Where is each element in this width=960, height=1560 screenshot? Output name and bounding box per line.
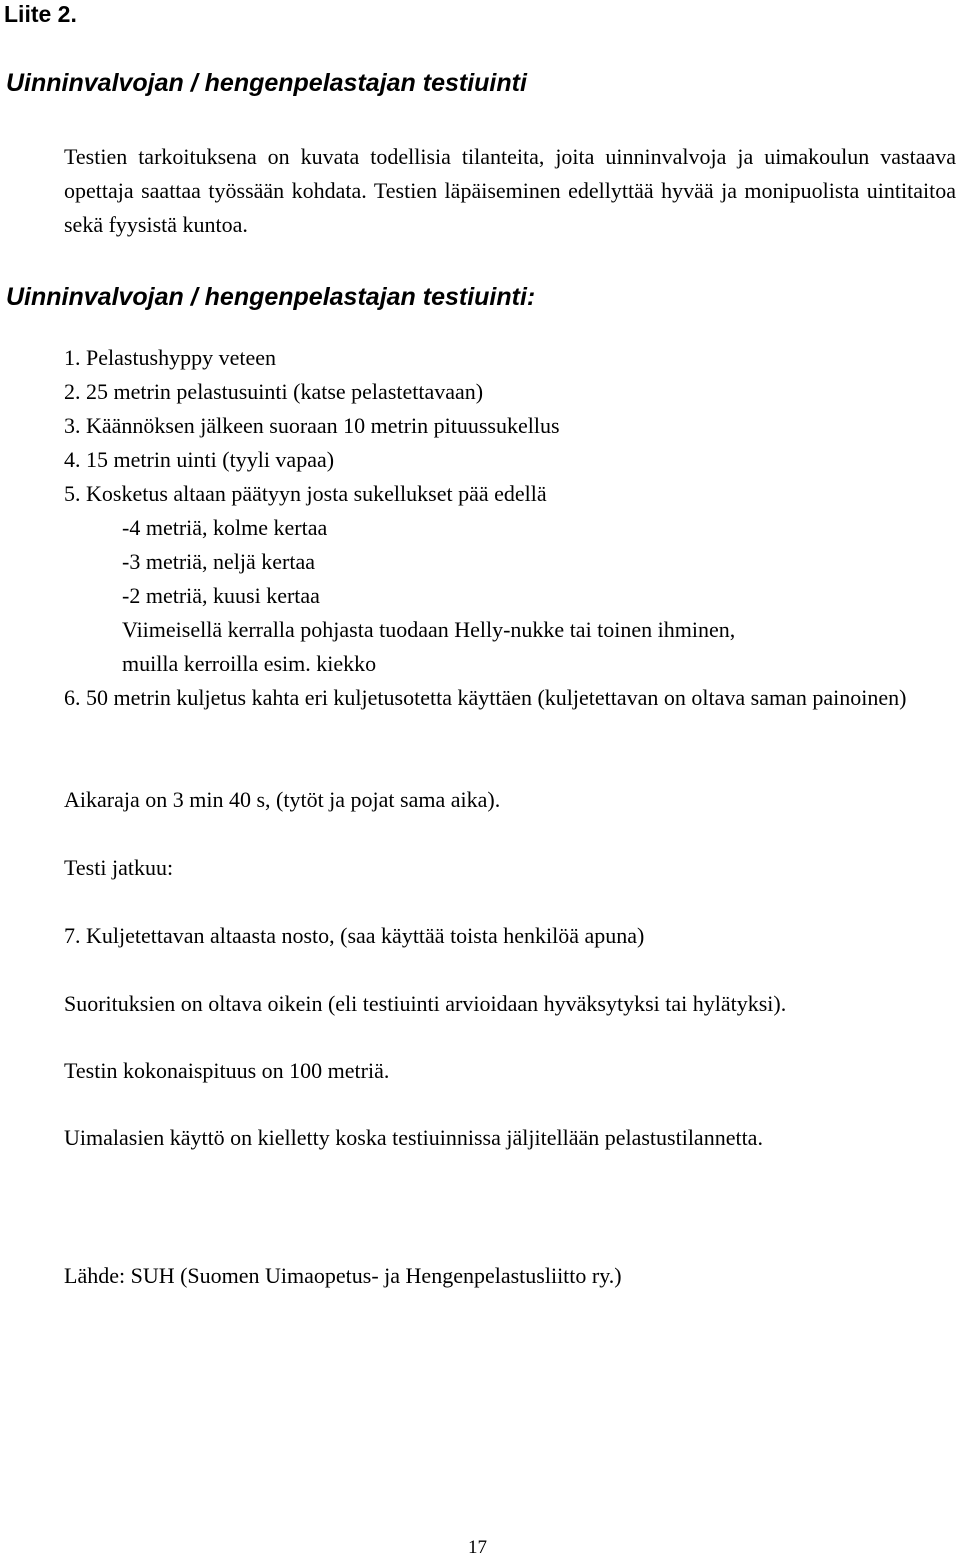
goggles-note: Uimalasien käyttö on kielletty koska testiuinnissa jäljitellään pelastustilannetta. — [64, 1125, 763, 1150]
list-item-2: 2. 25 metrin pelastusuinti (katse pelastettavaan) — [64, 379, 484, 404]
performance-note: Suorituksien on oltava oikein (eli testiuinti arvioidaan hyväksytyksi tai hylätyksi). — [64, 991, 787, 1016]
list-item-6: 6. 50 metrin kuljetus kahta eri kuljetusotetta käyttäen (kuljetettavan on oltava saman painoinen) — [64, 685, 907, 710]
source-citation: Lähde: SUH (Suomen Uimaopetus- ja Hengenpelastusliitto ry.) — [64, 1263, 622, 1288]
page-title: Uinninvalvojan / hengenpelastajan testiuinti — [6, 69, 527, 97]
section-heading: Uinninvalvojan / hengenpelastajan testiuinti: — [6, 283, 536, 311]
sub-item: -2 metriä, kuusi kertaa — [122, 583, 320, 608]
list-item-5: 5. Kosketus altaan päätyyn josta sukellukset pää edellä — [64, 481, 547, 506]
intro-paragraph: Testien tarkoituksena on kuvata todellisia tilanteita, joita uinninvalvoja ja uimakoulun vastaava opettaja saattaa työssään kohdata. Testien läpäiseminen edellyttää hyvää ja monipuolista uintitaitoa sekä fyysistä kuntoa. — [64, 144, 956, 237]
sub-item: Viimeisellä kerralla pohjasta tuodaan Helly-nukke tai toinen ihminen, — [122, 617, 736, 642]
sub-item: -3 metriä, neljä kertaa — [122, 549, 316, 574]
sub-item: muilla kerroilla esim. kiekko — [122, 651, 377, 676]
sub-item: -4 metriä, kolme kertaa — [122, 515, 328, 540]
appendix-label: Liite 2. — [4, 1, 77, 27]
total-length-text: Testin kokonaispituus on 100 metriä. — [64, 1058, 390, 1083]
list-item-7: 7. Kuljetettavan altaasta nosto, (saa käyttää toista henkilöä apuna) — [64, 923, 645, 948]
page-number: 17 — [468, 1537, 487, 1558]
list-item-4: 4. 15 metrin uinti (tyyli vapaa) — [64, 447, 335, 472]
continues-text: Testi jatkuu: — [64, 855, 174, 880]
time-limit-text: Aikaraja on 3 min 40 s, (tytöt ja pojat sama aika). — [64, 787, 501, 812]
list-item-3: 3. Käännöksen jälkeen suoraan 10 metrin pituussukellus — [64, 413, 560, 438]
list-item-1: 1. Pelastushyppy veteen — [64, 345, 277, 370]
